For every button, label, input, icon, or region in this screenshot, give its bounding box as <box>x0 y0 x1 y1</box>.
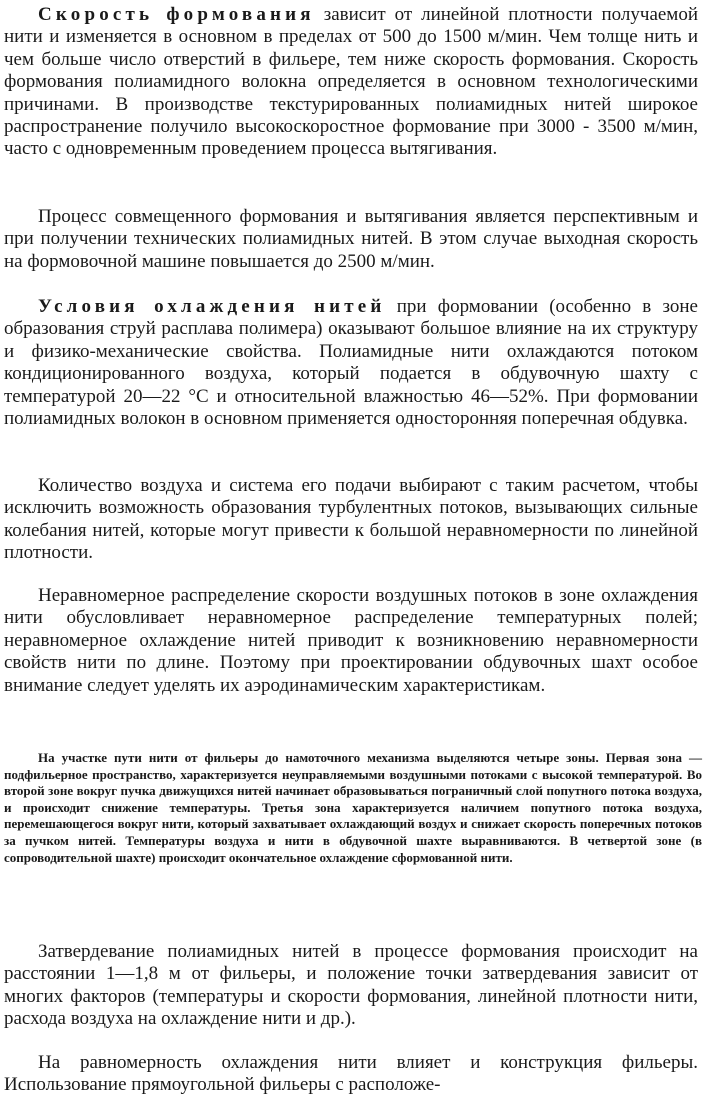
paragraph-air-quantity: Количество воздуха и система его подачи выбирают с таким расчетом, чтобы исключить возможность образования турбулентных потоков, вызывающих сильные колебания нитей, которые могут привести к большой неравномерности по линейной плотности. <box>4 475 698 564</box>
spaced-term-cooling-conditions: Условия охлаждения нитей <box>38 296 386 317</box>
paragraph-spinning-speed <box>4 4 698 161</box>
paragraph-spinneret-design: На равномерность охлаждения нити влияет и конструкция фильеры. Использование прямоугольной фильеры с расположе- <box>4 1052 698 1096</box>
spaced-term-spinning-speed: Скорость формования <box>38 4 315 25</box>
paragraph-solidification: Затвердевание полиамидных нитей в процессе формования происходит на расстоянии 1—1,8 м от фильеры, и положение точки затвердевания зависит от многих факторов (температуры и скорости формования, линейной плотности нити, расхода воздуха на охлаждение нити и др.). <box>4 941 698 1030</box>
note-four-zones: На участке пути нити от фильеры до намоточного механизма выделяются четыре зоны. Первая зона — подфильерное пространство, характеризуется неуправляемыми воздушными потоками с высокой температурой. Во второй зоне вокруг пучка движущихся нитей начинает образовываться пограничный слой попутного потока воздуха, и происходит снижение температуры. Третья зона характеризуется наличием попутного потока воздуха, перемешающегося вокруг нити, который захватывает охлаждающий воздух и снижает скорость поперечных потоков за пучком нитей. Температуры воздуха и нити в обдувочной шахте выравниваются. В четвертой зоне (в сопроводительной шахте) происходит окончательное охлаждение сформованной нити. <box>4 750 702 865</box>
paragraph-uneven-distribution: Неравномерное распределение скорости воздушных потоков в зоне охлаждения нити обусловливает неравномерное распределение температурных полей; неравномерное охлаждение нитей приводит к возникновению неравномерности свойств нити по длине. Поэтому при проектировании обдувочных шахт особое внимание следует уделять их аэродинамическим характеристикам. <box>4 585 698 696</box>
paragraph-text: зависит от линейной плотности получаемой нити и изменяется в основном в пределах от 500 до 1500 м/мин. Чем толще нить и чем больше число отверстий в фильере, тем ниже скорость формования. Скорость формования полиамидного волокна определяется в основном технологическими причинами. В производстве текстурированных полиамидных нитей широкое распространение получило высокоскоростное формование при 3000 - 3500 м/мин, часто с одновременным проведением процесса вытягивания. <box>4 4 698 160</box>
paragraph-cooling-conditions <box>4 296 698 430</box>
paragraph-text: при формовании (особенно в зоне образования струй расплава полимера) оказывают большое влияние на их структуру и физико-механические свойства. Полиамидные нити охлаждаются потоком кондиционированного воздуха, который подается в обдувочную шахту с температурой 20—22 °С и относительной влажностью 46—52%. При формовании полиамидных волокон в основном применяется односторонняя поперечная обдувка. <box>4 296 698 430</box>
paragraph-combined-process: Процесс совмещенного формования и вытягивания является перспективным и при получении технических полиамидных нитей. В этом случае выходная скорость на формовочной машине повышается до 2500 м/мин. <box>4 206 698 272</box>
